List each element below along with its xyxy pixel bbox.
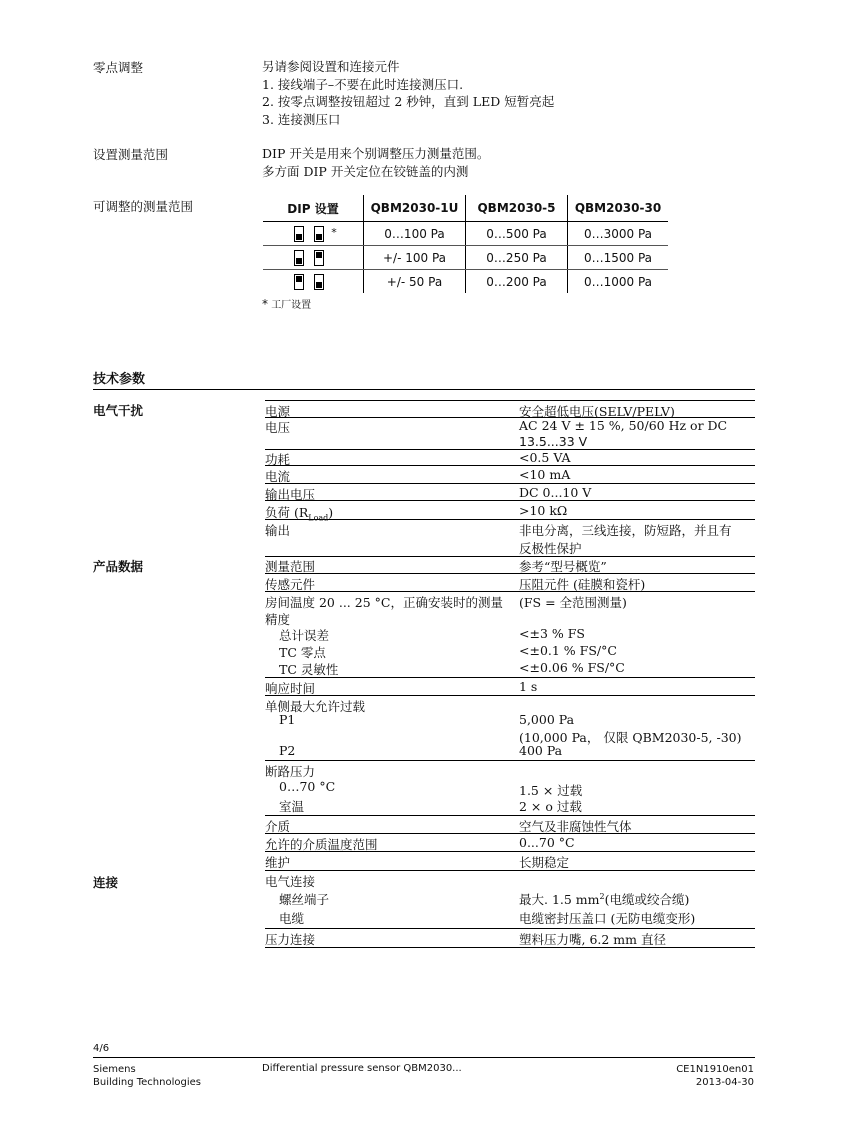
spec-key: 维护 [265, 855, 291, 870]
spec-value: DC 0...10 V [519, 485, 592, 500]
dip-switch-on-icon [294, 274, 304, 290]
dip-switch-cell [263, 222, 364, 246]
spec-key: 电压 [265, 420, 291, 435]
range-cell: 0…200 Pa [466, 270, 568, 294]
spec-key: 输出 [265, 523, 291, 538]
spec-key: 总计误差 [279, 628, 330, 643]
table-row [263, 222, 668, 246]
spec-value: <±0.06 % FS/°C [519, 660, 625, 675]
row-divider [265, 483, 755, 484]
spec-value: 1 s [519, 679, 538, 694]
spec-value: 13.5...33 V [519, 434, 588, 449]
header-dip: DIP 设置 [263, 195, 364, 222]
row-divider [265, 449, 755, 450]
spec-key: 单侧最大允许过载 [265, 699, 366, 714]
range-setting-line: DIP 开关是用来个别调整压力测量范围。 [262, 146, 490, 161]
table-row [263, 246, 668, 270]
footnote-mark: * [262, 297, 268, 311]
spec-key: 介质 [265, 819, 291, 834]
dip-switch-off-icon [294, 226, 304, 242]
spec-key: P1 [279, 712, 296, 727]
spec-value: 非电分离，三线连接，防短路，并且有 [519, 523, 732, 538]
spec-key: 电气连接 [265, 874, 316, 889]
factory-setting-star: * [331, 225, 337, 239]
spec-key: 响应时间 [265, 681, 316, 696]
row-divider [265, 573, 755, 574]
spec-key: 功耗 [265, 452, 291, 467]
section-electrical: 电气干扰 [93, 403, 144, 418]
spec-key: P2 [279, 743, 296, 758]
section-connection: 连接 [93, 875, 119, 890]
spec-key: 电流 [265, 469, 291, 484]
spec-value: (FS = 全范围测量) [519, 595, 627, 610]
spec-value: 电缆密封压盖口 (无防电缆变形) [519, 911, 696, 926]
spec-value: 0...70 °C [519, 835, 575, 850]
company-name: Siemens [93, 1064, 136, 1075]
spec-key: 测量范围 [265, 559, 316, 574]
table-header-row [263, 195, 668, 222]
spec-value: <0.5 VA [519, 450, 571, 465]
spec-value: >10 kΩ [519, 503, 568, 518]
spec-value: 参考“型号概览” [519, 559, 607, 574]
spec-key: 房间温度 20 ... 25 °C，正确安装时的测量 [265, 595, 503, 610]
footer-doc-info [676, 1063, 754, 1089]
range-cell: 0…100 Pa [364, 222, 466, 246]
doc-date: 2013-04-30 [695, 1077, 754, 1088]
footer-company [93, 1063, 201, 1089]
spec-value: <±0.1 % FS/°C [519, 643, 617, 658]
range-cell: 0…500 Pa [466, 222, 568, 246]
range-cell: 0…1000 Pa [568, 270, 669, 294]
spec-key: 断路压力 [265, 764, 316, 779]
footnote-text: 工厂设置 [271, 300, 312, 311]
row-divider [265, 556, 755, 557]
range-cell: +/- 50 Pa [364, 270, 466, 294]
range-setting-line: 多方面 DIP 开关定位在铰链盖的内测 [262, 163, 469, 179]
doc-id: CE1N1910en01 [676, 1064, 754, 1075]
header-qbm2030-1u: QBM2030-1U [364, 195, 466, 222]
title-divider [93, 389, 755, 390]
spec-value: 2 × o 过载 [519, 799, 582, 814]
spec-key: 负荷 $(R_{Load})$ [265, 505, 334, 523]
dip-switch-off-icon [294, 250, 304, 266]
range-cell: 0…1500 Pa [568, 246, 669, 270]
table-row [263, 270, 668, 294]
row-divider [265, 947, 755, 948]
spec-key: 电源 [265, 404, 291, 419]
range-setting-text [262, 145, 489, 180]
row-divider [265, 760, 755, 761]
instruction-line: 2. 按零点调整按钮超过 2 秒钟，直到 LED 短暂亮起 [262, 94, 555, 109]
row-divider [265, 833, 755, 834]
spec-value: 1.5 × 过载 [519, 783, 583, 798]
zero-adjust-instructions [262, 58, 554, 128]
row-divider [265, 928, 755, 929]
spec-value: 空气及非腐蚀性气体 [519, 819, 632, 834]
spec-value: (10,000 Pa， 仅限 QBM2030-5, -30) [519, 730, 742, 745]
header-qbm2030-30: QBM2030-30 [568, 195, 669, 222]
range-cell: 0…250 Pa [466, 246, 568, 270]
range-setting-label: 设置测量范围 [93, 147, 169, 162]
instruction-line: 1. 接线端子–不要在此时连接测压口. [262, 76, 464, 92]
spec-key: 室温 [279, 799, 305, 814]
row-divider [265, 400, 755, 401]
spec-key: 允许的介质温度范围 [265, 837, 378, 852]
row-divider [265, 695, 755, 696]
row-divider [265, 500, 755, 501]
row-divider [265, 465, 755, 466]
dip-switch-cell [263, 246, 364, 270]
spec-value: 400 Pa [519, 743, 563, 758]
company-division: Building Technologies [93, 1077, 201, 1088]
spec-value: 最大. 1.5 $mm^2$(电缆或绞合缆) [519, 891, 690, 907]
instruction-line: 3. 连接测压口 [262, 111, 341, 127]
spec-key: 0…70 °C [279, 779, 336, 794]
spec-key: 压力连接 [265, 932, 316, 947]
range-cell: +/- 100 Pa [364, 246, 466, 270]
adjustable-range-label: 可调整的测量范围 [93, 199, 194, 214]
footnote [262, 296, 311, 311]
spec-key: 输出电压 [265, 487, 316, 502]
range-cell: 0…3000 Pa [568, 222, 669, 246]
spec-value: <10 mA [519, 467, 571, 482]
row-divider [265, 519, 755, 520]
dip-switch-cell [263, 270, 364, 294]
spec-value: AC 24 V ± 15 %, 50/60 Hz or DC [519, 418, 728, 433]
page-number: 4/6 [93, 1043, 110, 1054]
footer-divider [93, 1057, 755, 1058]
spec-value: 塑料压力嘴, 6.2 mm 直径 [519, 932, 666, 947]
spec-key: 螺丝端子 [279, 892, 330, 907]
header-qbm2030-5: QBM2030-5 [466, 195, 568, 222]
spec-value: 5,000 Pa [519, 712, 575, 727]
dip-switch-off-icon [314, 226, 324, 242]
spec-key: 电缆 [279, 911, 305, 926]
dip-switch-off-icon [314, 274, 324, 290]
section-product-data: 产品数据 [93, 559, 144, 574]
footer-doc-title: Differential pressure sensor QBM2030... [262, 1063, 462, 1074]
spec-value: <±3 % FS [519, 626, 585, 641]
spec-value: 安全超低电压(SELV/PELV) [519, 404, 675, 419]
dip-range-table [263, 195, 668, 293]
spec-key: TC 灵敏性 [279, 662, 339, 677]
row-divider [265, 815, 755, 816]
row-divider [265, 870, 755, 871]
spec-key: 精度 [265, 612, 291, 627]
spec-value: 长期稳定 [519, 855, 570, 870]
zero-adjust-label: 零点调整 [93, 60, 144, 75]
spec-key: TC 零点 [279, 645, 326, 660]
instruction-line: 另请参阅设置和连接元件 [262, 59, 400, 74]
spec-key: 传感元件 [265, 577, 316, 592]
spec-value: 反极性保护 [519, 541, 582, 556]
spec-value: 压阻元件 (硅膜和瓷杆) [519, 577, 646, 592]
dip-switch-on-icon [314, 250, 324, 266]
row-divider [265, 677, 755, 678]
row-divider [265, 591, 755, 592]
tech-params-title: 技术参数 [93, 372, 146, 387]
